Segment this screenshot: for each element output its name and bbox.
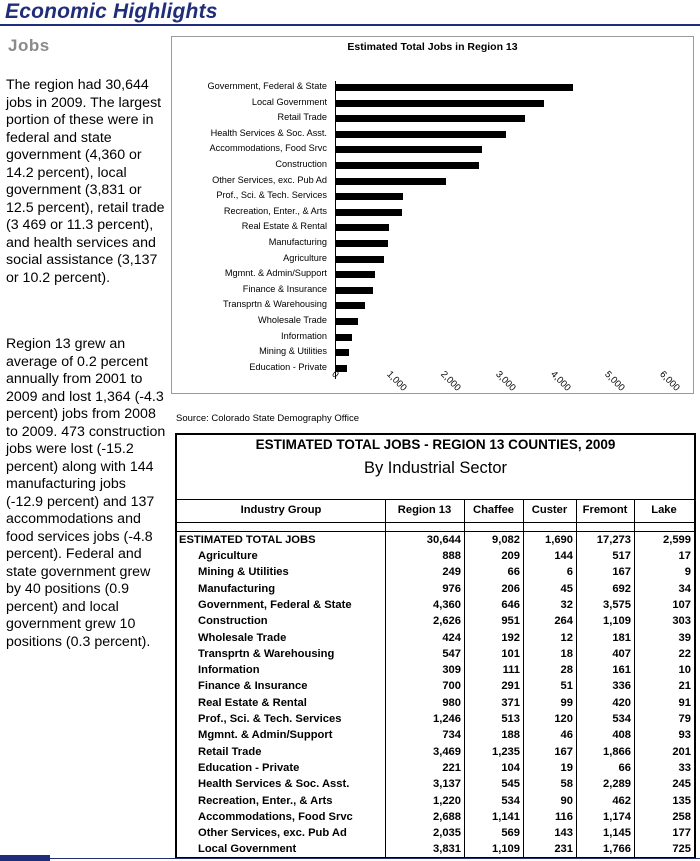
table-cell: 104: [501, 761, 520, 774]
table-rule: [177, 531, 694, 532]
body-paragraph-2: Region 13 grew an average of 0.2 percent annually from 2001 to 2009 and lost 1,364 (-4.3 percent) jobs from 2008 to 2009. 473 construction jobs were lost (-15.2 percent) along with 144 manufacturing jobs (-12.9 percent) and 137 accommodations and food services jobs (-4.8 percent). Federal and state government grew by 40 positions (0.9 percent) and local government grew 10 positions (0.3 percent).: [6, 336, 166, 650]
table-cell: 646: [501, 598, 520, 611]
chart-bar: [335, 287, 373, 294]
table-header-cell: Lake: [651, 504, 677, 516]
chart-category-label: Prof., Sci. & Tech. Services: [216, 190, 327, 201]
table-cell: 734: [442, 729, 461, 742]
table-cell: 90: [560, 794, 573, 807]
table-cell: 291: [501, 680, 520, 693]
table-cell: 33: [678, 761, 691, 774]
chart-tick-label: 2,000: [438, 369, 464, 394]
jobs-table: [175, 433, 696, 859]
table-header-cell: Fremont: [582, 504, 628, 516]
chart-tick-label: 0: [329, 369, 341, 381]
chart-category-label: Wholesale Trade: [258, 315, 327, 325]
table-cell: 692: [612, 582, 631, 595]
table-header-cell: Chaffee: [472, 504, 515, 516]
table-cell: 951: [501, 615, 520, 628]
table-cell: 1,141: [492, 810, 520, 823]
table-cell: 201: [672, 745, 691, 758]
table-cell: Mgmnt. & Admin/Support: [198, 729, 333, 742]
table-cell: 424: [442, 631, 461, 644]
table-cell: 181: [612, 631, 631, 644]
table-cell: 107: [672, 598, 691, 611]
table-cell: Wholesale Trade: [198, 631, 287, 644]
table-cell: 93: [678, 729, 691, 742]
table-cell: Mining & Utilities: [198, 566, 289, 579]
table-cell: 10: [678, 664, 691, 677]
table-cell: 569: [501, 827, 520, 840]
chart-category-label: Information: [281, 330, 327, 341]
chart-bar: [335, 302, 365, 309]
table-cell: 17: [678, 550, 691, 562]
table-cell: 1,246: [433, 713, 461, 725]
table-cell: 34: [678, 582, 691, 595]
table-column-rule: [464, 499, 465, 857]
table-cell: 18: [560, 647, 573, 660]
footer-rule: [50, 858, 700, 859]
chart-bar: [335, 193, 403, 200]
table-cell: 725: [672, 843, 691, 856]
chart-bar: [335, 271, 375, 278]
table-cell: 135: [672, 794, 691, 807]
table-cell: 167: [612, 566, 631, 579]
table-cell: 517: [612, 550, 631, 562]
header-rule: [0, 24, 700, 26]
chart-category-label: Mining & Utilities: [259, 346, 327, 357]
table-cell: 177: [672, 827, 691, 840]
table-total-cell: 30,644: [426, 534, 461, 546]
chart-bar: [335, 349, 349, 356]
table-cell: 547: [442, 647, 461, 660]
chart-bar: [335, 131, 506, 138]
chart-category-label: Education - Private: [249, 361, 327, 372]
table-cell: 66: [507, 566, 520, 579]
table-cell: 221: [442, 761, 461, 774]
chart-bar: [335, 209, 402, 216]
table-cell: 534: [612, 713, 631, 725]
table-cell: 888: [442, 550, 461, 562]
table-header-cell: Industry Group: [240, 504, 322, 516]
table-cell: Education - Private: [198, 761, 300, 774]
table-cell: 39: [678, 631, 691, 644]
table-cell: 167: [554, 745, 573, 758]
table-column-rule: [634, 499, 635, 857]
table-cell: 120: [554, 713, 573, 725]
table-cell: Manufacturing: [198, 582, 276, 595]
chart-tick-label: 1,000: [383, 369, 409, 394]
chart-category-label: Accommodations, Food Srvc: [209, 143, 327, 154]
table-cell: 976: [442, 582, 461, 595]
chart-bar: [335, 224, 389, 231]
table-cell: 264: [554, 615, 573, 628]
chart-source: Source: Colorado State Demography Office: [176, 413, 360, 424]
chart-category-label: Retail Trade: [277, 112, 327, 123]
table-cell: 3,575: [603, 598, 631, 611]
table-cell: 371: [501, 696, 520, 709]
chart-tick-label: 5,000: [602, 369, 628, 394]
table-cell: 45: [560, 582, 573, 595]
table-cell: 1,109: [603, 615, 631, 628]
body-paragraph-1: The region had 30,644 jobs in 2009. The largest portion of these were in federal and state government (4,360 or 14.2 percent), local government (3,831 or 12.5 percent), retail trade (3 469 or 11.3 percent), and health services and social assistance (3,137 or 10.2 percent).: [6, 77, 165, 286]
chart-title: Estimated Total Jobs in Region 13: [347, 41, 518, 53]
table-cell: 245: [672, 778, 691, 791]
chart-category-label: Other Services, exc. Pub Ad: [212, 174, 327, 185]
table-rule: [177, 522, 694, 523]
table-cell: 336: [612, 680, 631, 693]
table-cell: Construction: [198, 615, 268, 628]
table-total-cell: 1,690: [545, 534, 573, 546]
table-rule: [177, 499, 694, 500]
table-cell: 231: [554, 843, 573, 856]
table-cell: Prof., Sci. & Tech. Services: [198, 713, 342, 725]
table-cell: 3,831: [433, 843, 461, 856]
chart-tick-label: 6,000: [657, 369, 682, 394]
table-cell: 9: [684, 566, 691, 579]
table-cell: Accommodations, Food Srvc: [198, 810, 353, 823]
table-cell: 408: [612, 729, 631, 742]
table-cell: 534: [501, 794, 520, 807]
table-cell: 19: [560, 761, 573, 774]
table-header-cell: Region 13: [397, 504, 452, 516]
table-subtitle: By Industrial Sector: [363, 459, 508, 477]
table-cell: 462: [612, 794, 631, 807]
table-cell: Agriculture: [198, 550, 258, 562]
table-cell: Real Estate & Rental: [198, 696, 307, 709]
table-cell: 99: [560, 696, 573, 709]
table-cell: 32: [560, 598, 573, 611]
chart-tick-label: 4,000: [547, 369, 573, 394]
chart-category-label: Finance & Insurance: [242, 283, 327, 294]
chart-category-label: Government, Federal & State: [207, 81, 327, 91]
table-cell: Recreation, Enter., & Arts: [198, 794, 333, 807]
table-cell: Finance & Insurance: [198, 680, 308, 693]
table-total-cell: ESTIMATED TOTAL JOBS: [179, 534, 316, 546]
chart-bar: [335, 334, 352, 341]
table-cell: 420: [612, 696, 631, 709]
footer-bar: [0, 855, 50, 861]
table-cell: 249: [442, 566, 461, 579]
table-cell: 58: [560, 778, 573, 791]
table-title: ESTIMATED TOTAL JOBS - REGION 13 COUNTIES, 2009: [255, 437, 616, 452]
table-cell: 1,109: [492, 843, 520, 856]
table-cell: 545: [501, 778, 520, 791]
table-cell: 91: [678, 696, 691, 709]
chart-category-label: Recreation, Enter., & Arts: [223, 205, 327, 216]
bar-chart: [171, 36, 694, 394]
table-cell: 1,145: [603, 827, 631, 840]
table-cell: 209: [501, 550, 520, 562]
table-cell: 6: [566, 566, 573, 579]
chart-category-label: Local Government: [251, 96, 327, 107]
table-cell: Other Services, exc. Pub Ad: [198, 827, 347, 840]
page-title: Economic Highlights: [5, 0, 218, 23]
table-cell: 143: [554, 827, 573, 840]
chart-category-label: Real Estate & Rental: [241, 221, 327, 232]
chart-category-label: Construction: [275, 159, 327, 169]
table-cell: 3,469: [433, 745, 461, 758]
chart-bar: [335, 146, 482, 153]
table-cell: 22: [678, 647, 691, 660]
table-cell: 66: [618, 761, 631, 774]
table-cell: 513: [501, 713, 520, 725]
table-cell: 144: [554, 550, 573, 562]
chart-bar: [335, 162, 479, 169]
table-column-rule: [576, 499, 577, 857]
table-cell: 407: [612, 647, 631, 660]
chart-category-label: Mgmnt. & Admin/Support: [224, 268, 327, 279]
table-total-cell: 17,273: [596, 534, 631, 546]
table-total-cell: 9,082: [492, 534, 520, 546]
table-cell: 2,688: [433, 810, 461, 823]
table-cell: 1,766: [603, 843, 631, 856]
table-cell: 111: [502, 664, 520, 677]
table-cell: 3,137: [433, 778, 461, 791]
table-cell: 116: [554, 810, 573, 823]
table-cell: 2,289: [603, 778, 631, 791]
chart-category-label: Transprtn & Warehousing: [223, 299, 327, 310]
table-cell: Information: [198, 664, 260, 677]
chart-category-label: Health Services & Soc. Asst.: [210, 127, 327, 138]
table-cell: Government, Federal & State: [198, 598, 352, 611]
table-cell: 28: [560, 664, 573, 677]
table-cell: 51: [560, 680, 573, 693]
table-cell: 2,626: [433, 615, 461, 628]
table-cell: Health Services & Soc. Asst.: [198, 778, 350, 791]
table-cell: 1,220: [433, 794, 461, 807]
chart-bar: [335, 115, 525, 122]
chart-tick-label: 3,000: [493, 369, 518, 394]
table-cell: 303: [672, 615, 691, 628]
chart-bar: [335, 178, 446, 185]
table-cell: 258: [672, 810, 691, 823]
table-cell: 79: [678, 713, 691, 725]
chart-bar: [335, 318, 358, 325]
table-cell: Retail Trade: [198, 745, 262, 758]
table-cell: 1,866: [603, 745, 631, 758]
table-cell: 1,174: [603, 810, 631, 823]
table-cell: 4,360: [433, 598, 461, 611]
page-header: [0, 0, 700, 26]
section-title: Jobs: [8, 36, 50, 55]
table-cell: 700: [442, 680, 461, 693]
table-total-cell: 2,599: [663, 534, 691, 546]
table-cell: 161: [612, 664, 631, 677]
table-cell: Transprtn & Warehousing: [198, 647, 335, 660]
chart-bar: [335, 240, 388, 247]
chart-bar: [335, 256, 384, 263]
chart-category-label: Agriculture: [283, 252, 327, 263]
table-column-rule: [523, 499, 524, 857]
table-header-cell: Custer: [531, 504, 568, 516]
chart-bar: [335, 84, 573, 91]
table-column-rule: [385, 499, 386, 857]
chart-category-label: Manufacturing: [268, 237, 327, 247]
table-cell: 46: [560, 729, 573, 742]
table-cell: 309: [442, 664, 461, 677]
table-cell: 2,035: [433, 827, 461, 840]
table-cell: 101: [501, 647, 520, 660]
table-cell: 192: [501, 631, 520, 644]
table-cell: Local Government: [198, 843, 297, 856]
table-cell: 21: [678, 680, 691, 693]
table-cell: 1,235: [492, 745, 520, 758]
table-cell: 980: [442, 696, 461, 709]
table-cell: 12: [560, 631, 573, 644]
chart-bar: [335, 100, 544, 107]
table-cell: 188: [501, 729, 520, 742]
table-cell: 206: [501, 582, 520, 595]
